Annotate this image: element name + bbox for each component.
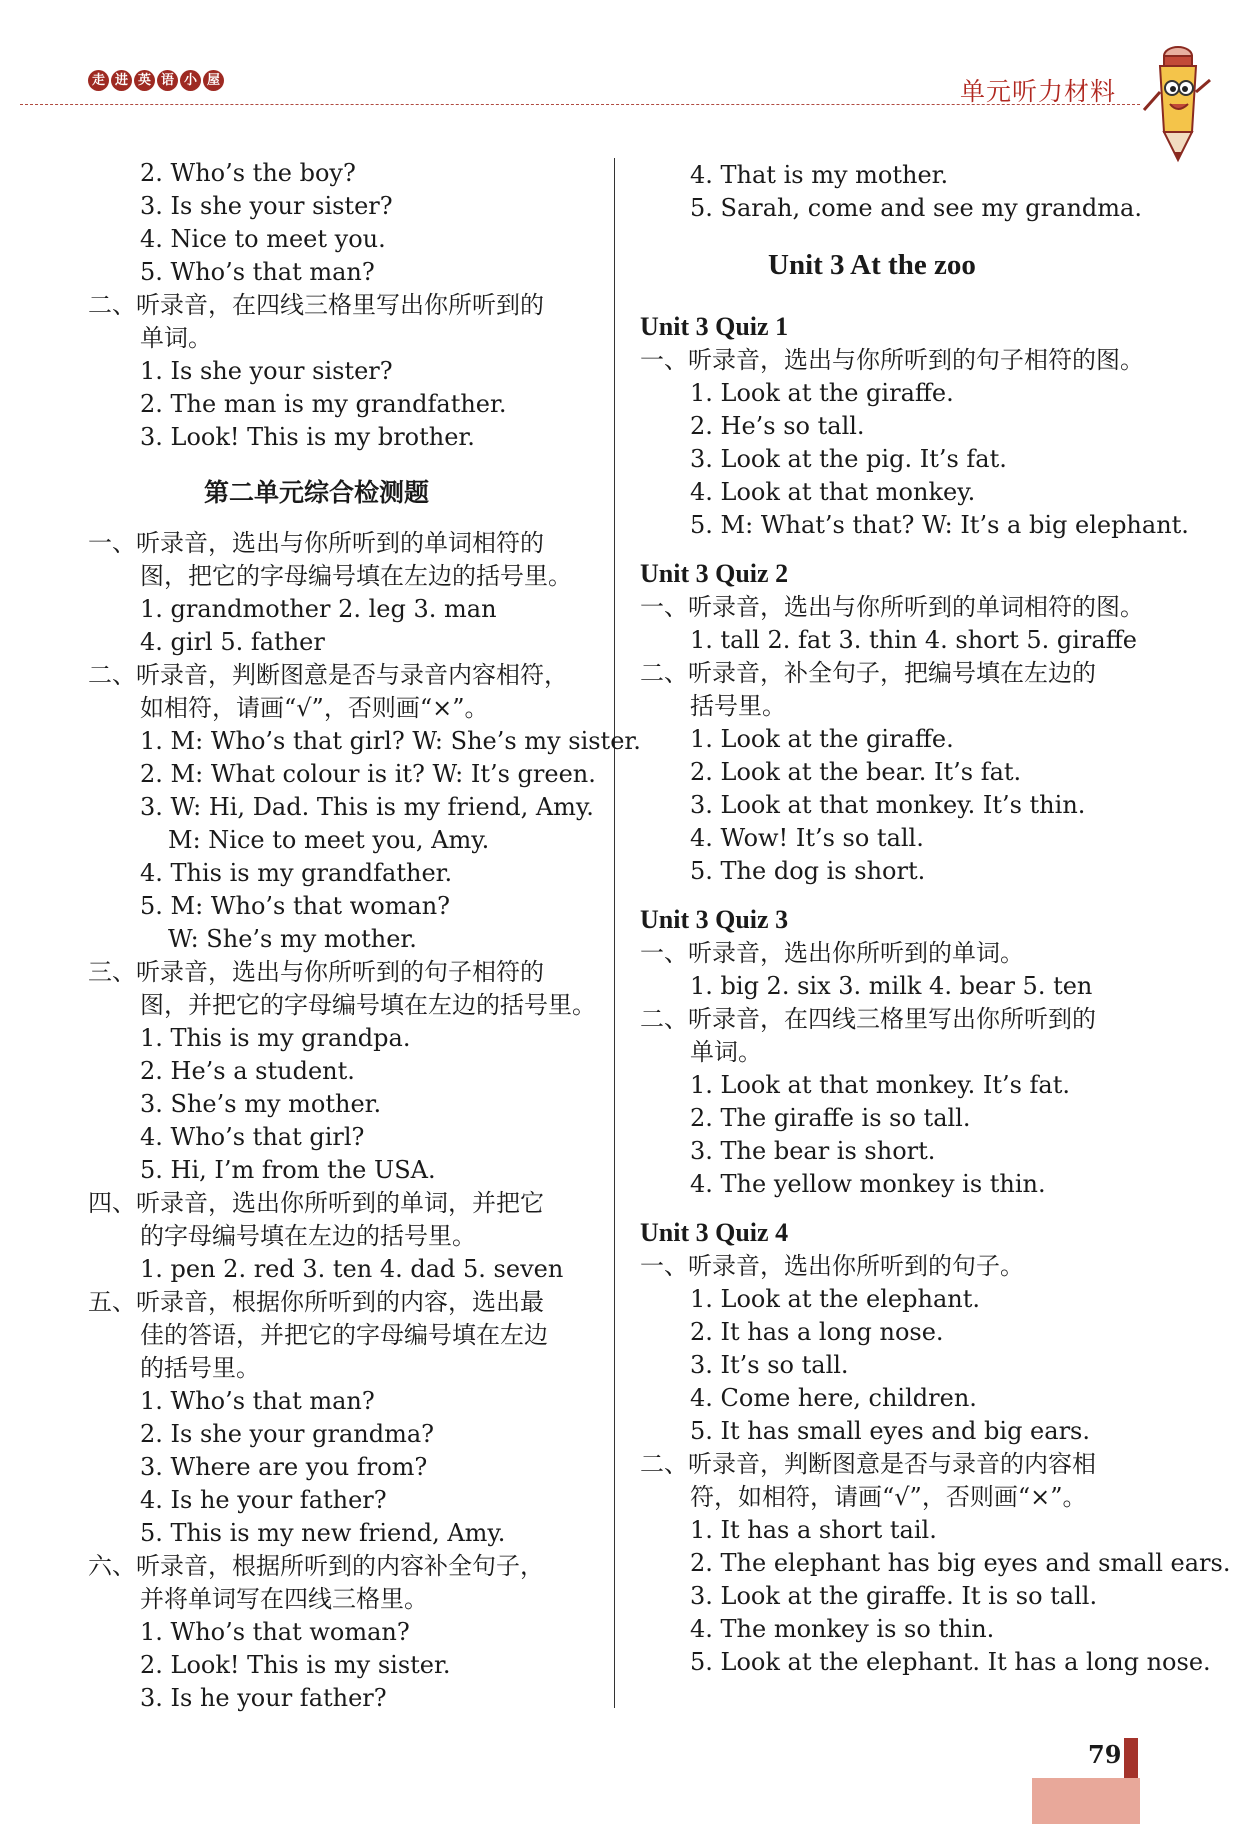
text-line: 3. W: Hi, Dad. This is my friend, Amy. xyxy=(140,793,594,821)
text-line: 1. Look at the giraffe. xyxy=(690,725,954,753)
text-line: 4. That is my mother. xyxy=(690,161,949,189)
text-line: 2. Look! This is my sister. xyxy=(140,1651,451,1679)
text-line: 2. M: What colour is it? W: It’s green. xyxy=(140,760,596,788)
text-line: 3. Look at the pig. It’s fat. xyxy=(690,445,1007,473)
text-line: 1. tall 2. fat 3. thin 4. short 5. giraffe xyxy=(690,626,1137,654)
text-line: 4. Wow! It’s so tall. xyxy=(690,824,924,852)
text-line: 1. Who’s that woman? xyxy=(140,1618,410,1646)
text-line: 3. It’s so tall. xyxy=(690,1351,849,1379)
text-line: 2. The elephant has big eyes and small ears. xyxy=(690,1549,1231,1577)
text-line: 2. The man is my grandfather. xyxy=(140,390,507,418)
text-line: 符，如相符，请画“√”，否则画“×”。 xyxy=(690,1483,1087,1511)
page-header xyxy=(0,0,1250,120)
text-line: 1. Is she your sister? xyxy=(140,357,393,385)
text-line: 4. Look at that monkey. xyxy=(690,478,976,506)
series-char: 屋 xyxy=(203,70,224,91)
text-line: 5. It has small eyes and big ears. xyxy=(690,1417,1090,1445)
text-line: 2. He’s a student. xyxy=(140,1057,355,1085)
text-line: 的字母编号填在左边的括号里。 xyxy=(140,1222,476,1250)
text-line: 5. Who’s that man? xyxy=(140,258,375,286)
text-line: 如相符，请画“√”，否则画“×”。 xyxy=(140,694,489,722)
text-line: 一、听录音，选出你所听到的句子。 xyxy=(640,1252,1024,1280)
text-line: 1. This is my grandpa. xyxy=(140,1024,411,1052)
text-line: 4. Who’s that girl? xyxy=(140,1123,365,1151)
text-line: 5. Look at the elephant. It has a long nose. xyxy=(690,1648,1211,1676)
text-line: 5. This is my new friend, Amy. xyxy=(140,1519,506,1547)
series-char: 走 xyxy=(88,70,109,91)
text-line: 一、听录音，选出与你所听到的单词相符的图。 xyxy=(640,593,1144,621)
text-line: 1. M: Who’s that girl? W: She’s my sister. xyxy=(140,727,641,755)
page-number: 79 xyxy=(1088,1740,1122,1769)
text-line: 并将单词写在四线三格里。 xyxy=(140,1585,428,1613)
series-char: 语 xyxy=(157,70,178,91)
series-char: 英 xyxy=(134,70,155,91)
text-line: M: Nice to meet you, Amy. xyxy=(168,826,490,854)
text-line: 4. The monkey is so thin. xyxy=(690,1615,995,1643)
text-line: 2. He’s so tall. xyxy=(690,412,865,440)
text-line: 1. pen 2. red 3. ten 4. dad 5. seven xyxy=(140,1255,564,1283)
text-line: 2. The giraffe is so tall. xyxy=(690,1104,971,1132)
section-heading: Unit 3 Quiz 2 xyxy=(640,559,789,588)
text-line: 三、听录音，选出与你所听到的句子相符的 xyxy=(88,958,544,986)
text-line: 二、听录音，判断图意是否与录音内容相符， xyxy=(88,661,568,689)
text-line: 二、听录音，补全句子，把编号填在左边的 xyxy=(640,659,1096,687)
text-line: 单词。 xyxy=(140,324,212,352)
text-line: 4. The yellow monkey is thin. xyxy=(690,1170,1046,1198)
text-line: 5. The dog is short. xyxy=(690,857,926,885)
text-line: 佳的答语，并把它的字母编号填在左边 xyxy=(140,1321,548,1349)
text-line: 3. Is he your father? xyxy=(140,1684,387,1712)
text-line: W: She’s my mother. xyxy=(168,925,417,953)
text-line: 单词。 xyxy=(690,1038,762,1066)
section-heading: Unit 3 Quiz 4 xyxy=(640,1218,789,1247)
series-char: 进 xyxy=(111,70,132,91)
text-line: 4. Nice to meet you. xyxy=(140,225,386,253)
section-title: 单元听力材料 xyxy=(960,77,1117,106)
text-line: 的括号里。 xyxy=(140,1354,260,1382)
text-line: 4. This is my grandfather. xyxy=(140,859,453,887)
column-divider xyxy=(614,158,615,1708)
text-line: 5. M: What’s that? W: It’s a big elephant. xyxy=(690,511,1189,539)
text-line: 二、听录音，判断图意是否与录音的内容相 xyxy=(640,1450,1096,1478)
text-line: 5. Hi, I’m from the USA. xyxy=(140,1156,436,1184)
text-line: 3. Is she your sister? xyxy=(140,192,393,220)
text-line: 一、听录音，选出与你所听到的句子相符的图。 xyxy=(640,346,1144,374)
text-line: 1. big 2. six 3. milk 4. bear 5. ten xyxy=(690,972,1093,1000)
text-line: 四、听录音，选出你所听到的单词，并把它 xyxy=(88,1189,544,1217)
pencil-mascot-icon xyxy=(1130,40,1220,165)
text-line: 二、听录音，在四线三格里写出你所听到的 xyxy=(640,1005,1096,1033)
series-char: 小 xyxy=(180,70,201,91)
text-line: 1. Who’s that man? xyxy=(140,1387,375,1415)
text-line: 2. Look at the bear. It’s fat. xyxy=(690,758,1022,786)
text-line: 4. girl 5. father xyxy=(140,628,325,656)
text-line: 3. Look at the giraffe. It is so tall. xyxy=(690,1582,1098,1610)
text-line: 4. Is he your father? xyxy=(140,1486,387,1514)
text-line: 一、听录音，选出你所听到的单词。 xyxy=(640,939,1024,967)
text-line: 2. Who’s the boy? xyxy=(140,159,356,187)
text-line: 3. Look at that monkey. It’s thin. xyxy=(690,791,1086,819)
section-heading: 第二单元综合检测题 xyxy=(204,478,430,507)
section-heading: Unit 3 Quiz 1 xyxy=(640,312,789,341)
text-line: 五、听录音，根据你所听到的内容，选出最 xyxy=(88,1288,544,1316)
text-line: 5. Sarah, come and see my grandma. xyxy=(690,194,1142,222)
text-line: 3. The bear is short. xyxy=(690,1137,936,1165)
text-line: 一、听录音，选出与你所听到的单词相符的 xyxy=(88,529,544,557)
section-heading: Unit 3 Quiz 3 xyxy=(640,905,789,934)
text-line: 括号里。 xyxy=(690,692,786,720)
text-line: 1. It has a short tail. xyxy=(690,1516,937,1544)
series-logo xyxy=(88,70,224,91)
text-line: 六、听录音，根据所听到的内容补全句子， xyxy=(88,1552,544,1580)
section-heading: Unit 3 At the zoo xyxy=(768,249,976,281)
text-line: 二、听录音，在四线三格里写出你所听到的 xyxy=(88,291,544,319)
text-line: 1. Look at the elephant. xyxy=(690,1285,980,1313)
text-line: 1. Look at the giraffe. xyxy=(690,379,954,407)
text-line: 图，把它的字母编号填在左边的括号里。 xyxy=(140,562,572,590)
page-corner-block xyxy=(1032,1778,1140,1824)
text-line: 5. M: Who’s that woman? xyxy=(140,892,451,920)
text-line: 1. grandmother 2. leg 3. man xyxy=(140,595,497,623)
text-line: 3. Look! This is my brother. xyxy=(140,423,475,451)
text-line: 图，并把它的字母编号填在左边的括号里。 xyxy=(140,991,596,1019)
text-line: 4. Come here, children. xyxy=(690,1384,977,1412)
text-line: 1. Look at that monkey. It’s fat. xyxy=(690,1071,1071,1099)
text-line: 2. It has a long nose. xyxy=(690,1318,944,1346)
page-number-bar xyxy=(1124,1738,1138,1778)
text-line: 2. Is she your grandma? xyxy=(140,1420,435,1448)
text-line: 3. She’s my mother. xyxy=(140,1090,382,1118)
text-line: 3. Where are you from? xyxy=(140,1453,428,1481)
